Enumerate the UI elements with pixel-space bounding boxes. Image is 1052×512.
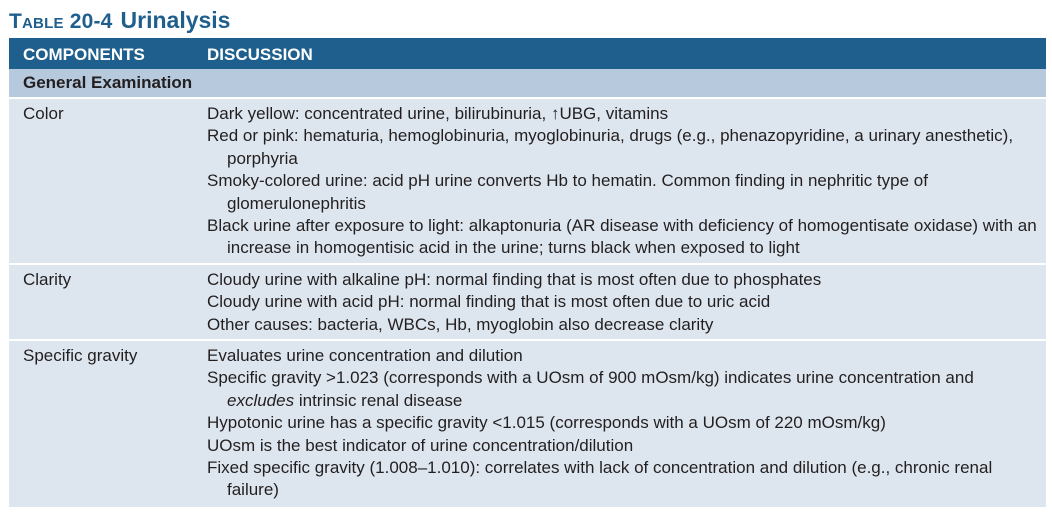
table-row [9, 99, 1046, 263]
component-cell: Color [23, 104, 64, 123]
section-title: General Examination [23, 73, 193, 92]
table-name: Urinalysis [120, 7, 231, 33]
discussion-line: Red or pink: hematuria, hemoglobinuria, myoglobinuria, drugs (e.g., phenazopyridine, a urinary anesthetic), porphyria [207, 126, 1014, 168]
table-number: Table 20-4 [9, 10, 113, 33]
discussion-line: Smoky-colored urine: acid pH urine converts Hb to hematin. Common finding in nephritic type of glomerulonephritis [207, 171, 928, 213]
emphasis-text: excludes [227, 390, 295, 410]
discussion-cell [207, 103, 1039, 260]
table-row [9, 341, 1046, 507]
discussion-line: Other causes: bacteria, WBCs, Hb, myoglobin also decrease clarity [207, 314, 714, 334]
component-cell: Specific gravity [23, 346, 138, 365]
discussion-line: Evaluates urine concentration and dilution [207, 346, 523, 365]
discussion-line: UOsm is the best indicator of urine concentration/dilution [207, 435, 634, 455]
component-cell: Clarity [23, 270, 72, 289]
header-discussion: DISCUSSION [207, 45, 313, 64]
discussion-line: Fixed specific gravity (1.008–1.010): correlates with lack of concentration and dilution (e.g., chronic renal failure) [207, 458, 993, 500]
discussion-line: Dark yellow: concentrated urine, bilirubinuria, ↑UBG, vitamins [207, 104, 669, 123]
discussion-text: Specific gravity >1.023 (corresponds with a UOsm of 900 mOsm/kg) indicates urine concentration and [207, 368, 974, 388]
discussion-line [207, 367, 1039, 412]
discussion-cell [207, 345, 1039, 502]
discussion-line: Black urine after exposure to light: alkaptonuria (AR disease with deficiency of homogentisate oxidase) with an increase in homogentisic acid in the urine; turns black when exposed to light [207, 216, 1037, 258]
discussion-line: Cloudy urine with alkaline pH: normal finding that is most often due to phosphates [207, 270, 822, 289]
discussion-text: intrinsic renal disease [294, 390, 463, 410]
discussion-line: Cloudy urine with acid pH: normal finding that is most often due to uric acid [207, 292, 771, 312]
discussion-line: Hypotonic urine has a specific gravity <1.015 (corresponds with a UOsm of 220 mOsm/kg) [207, 413, 886, 433]
table-row [9, 265, 1046, 339]
section-header [9, 69, 1046, 97]
header-components: COMPONENTS [23, 45, 145, 64]
urinalysis-table [9, 38, 1046, 507]
table-header [9, 38, 1046, 69]
discussion-cell [207, 269, 1039, 336]
table-title [9, 5, 230, 35]
